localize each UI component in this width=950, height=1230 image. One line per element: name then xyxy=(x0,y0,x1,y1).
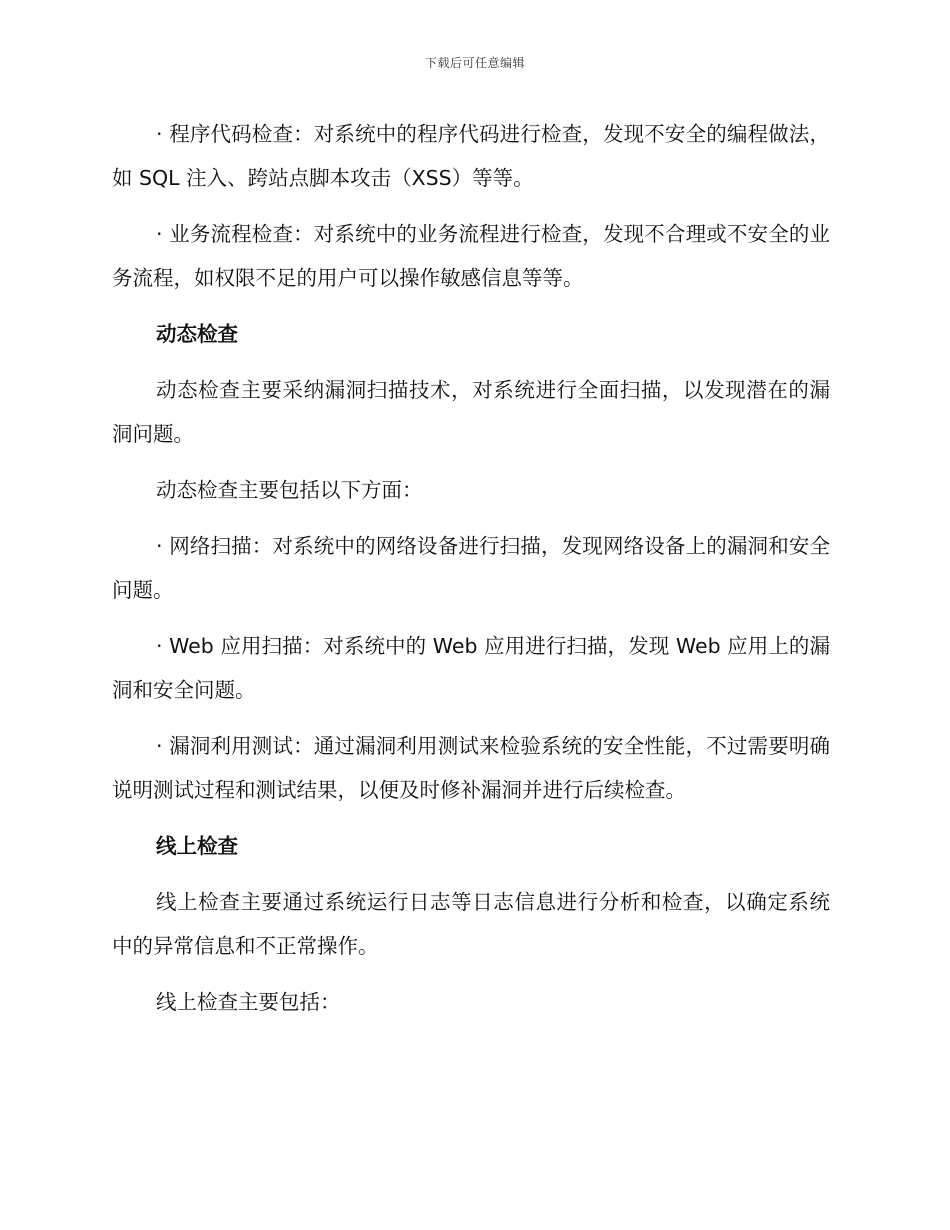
paragraph-dynamic-check-aspects: 动态检查主要包括以下方面： xyxy=(156,478,423,502)
document-body xyxy=(112,112,830,1036)
page-header: 下载后可任意编辑 xyxy=(424,56,525,70)
paragraph-business-process-check: · 业务流程检查：对系统中的业务流程进行检查，发现不合理或不安全的业务流程，如权限不足的用户可以操作敏感信息等等。 xyxy=(112,222,830,290)
paragraph-web-app-scan: · Web 应用扫描：对系统中的 Web 应用进行扫描，发现 Web 应用上的漏洞和安全问题。 xyxy=(112,634,830,702)
paragraph-code-check: · 程序代码检查：对系统中的程序代码进行检查，发现不安全的编程做法，如 SQL 注入、跨站点脚本攻击（XSS）等等。 xyxy=(112,122,830,190)
paragraph-online-check-includes: 线上检查主要包括： xyxy=(156,990,341,1014)
heading-online-check: 线上检查 xyxy=(156,834,238,858)
paragraph-network-scan: · 网络扫描：对系统中的网络设备进行扫描，发现网络设备上的漏洞和安全问题。 xyxy=(112,534,830,602)
paragraph-exploit-test: · 漏洞利用测试：通过漏洞利用测试来检验系统的安全性能，不过需要明确说明测试过程和测试结果，以便及时修补漏洞并进行后续检查。 xyxy=(112,734,830,802)
heading-dynamic-check: 动态检查 xyxy=(156,322,238,346)
paragraph-dynamic-check-intro: 动态检查主要采纳漏洞扫描技术，对系统进行全面扫描，以发现潜在的漏洞问题。 xyxy=(112,378,830,446)
paragraph-online-check-intro: 线上检查主要通过系统运行日志等日志信息进行分析和检查，以确定系统中的异常信息和不正常操作。 xyxy=(112,890,830,958)
